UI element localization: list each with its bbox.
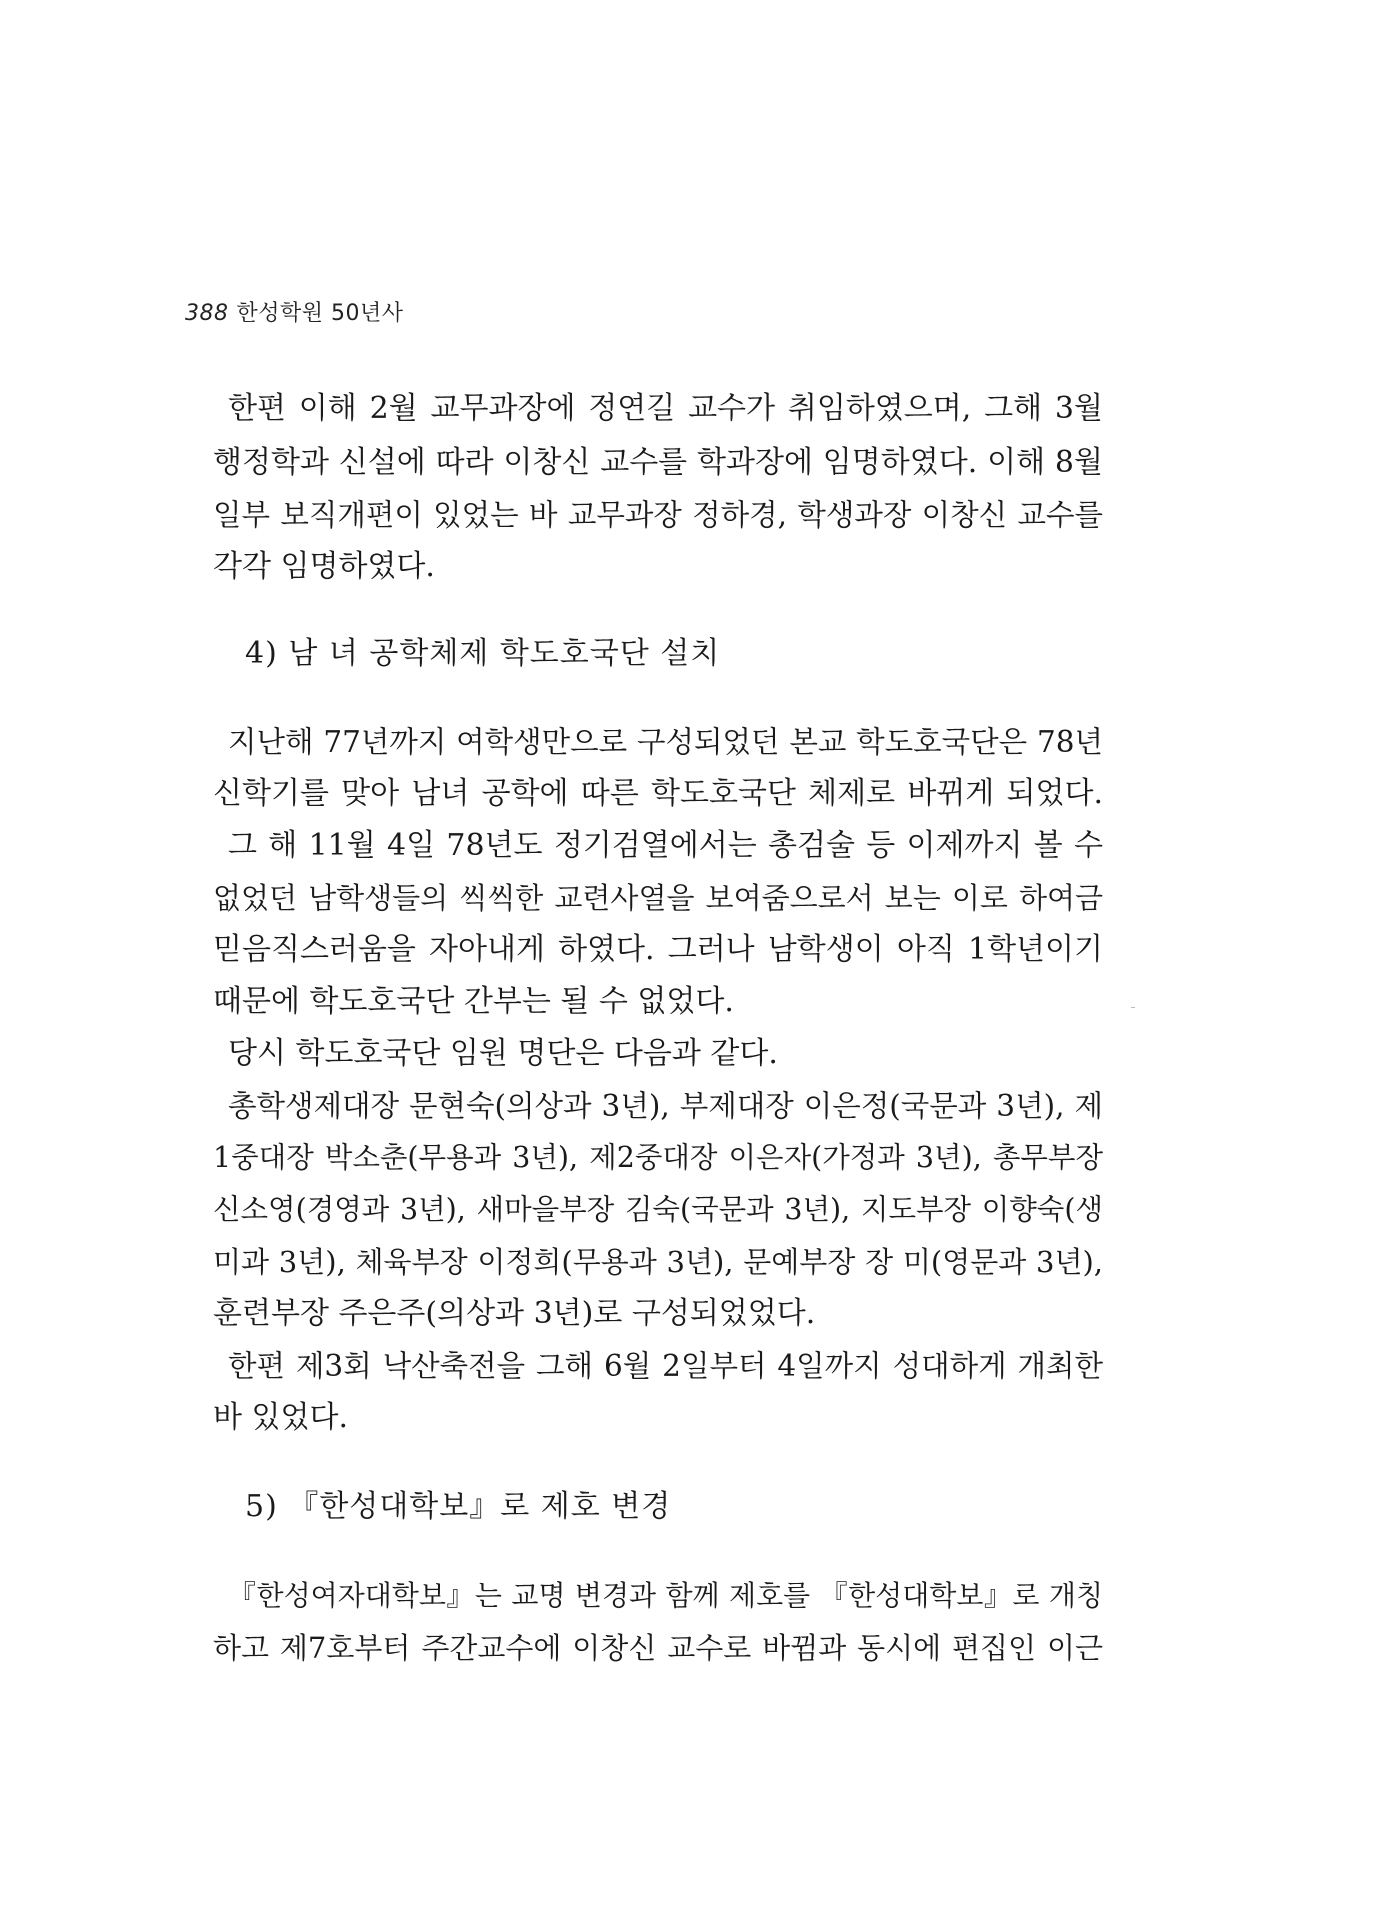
paragraph-line: 한편 이해 2월 교무과장에 정연길 교수가 취임하였으며, 그해 3월 xyxy=(228,391,1103,426)
paragraph-line: 『한성여자대학보』는 교명 변경과 함께 제호를 『한성대학보』로 개칭 xyxy=(228,1579,1103,1612)
paragraph-line: 없었던 남학생들의 씩씩한 교련사열을 보여줌으로서 보는 이로 하여금 xyxy=(213,881,1103,915)
paragraph-line: 1중대장 박소춘(무용과 3년), 제2중대장 이은자(가정과 3년), 총무부장 xyxy=(213,1141,1103,1174)
paragraph-line: 바 있었다. xyxy=(213,1400,348,1435)
paragraph-line: 하고 제7호부터 주간교수에 이창신 교수로 바뀜과 동시에 편집인 이근 xyxy=(213,1631,1103,1665)
paragraph-line: 그 해 11월 4일 78년도 정기검열에서는 총검술 등 이제까지 볼 수 xyxy=(228,828,1103,863)
paragraph-line: 훈련부장 주은주(의상과 3년)로 구성되었었다. xyxy=(213,1296,816,1331)
paragraph-line: 신소영(경영과 3년), 새마을부장 김숙(국문과 3년), 지도부장 이향숙(생 xyxy=(213,1193,1103,1226)
paragraph-line: 행정학과 신설에 따라 이창신 교수를 학과장에 임명하였다. 이해 8월 xyxy=(213,445,1103,480)
paragraph-line: 미과 3년), 체육부장 이정희(무용과 3년), 문예부장 장 미(영문과 3년), xyxy=(213,1245,1103,1279)
paragraph-line: 일부 보직개편이 있었는 바 교무과장 정하경, 학생과장 이창신 교수를 xyxy=(213,498,1103,532)
paragraph-line: 지난해 77년까지 여학생만으로 구성되었던 본교 학도호국단은 78년 xyxy=(228,725,1103,759)
scan-mark xyxy=(1131,1007,1135,1008)
paragraph-line: 믿음직스러움을 자아내게 하였다. 그러나 남학생이 아직 1학년이기 xyxy=(213,932,1103,967)
paragraph-line: 신학기를 맞아 남녀 공학에 따른 학도호국단 체제로 바뀌게 되었다. xyxy=(213,776,1103,811)
paragraph-line: 한편 제3회 낙산축전을 그해 6월 2일부터 4일까지 성대하게 개최한 xyxy=(228,1349,1103,1383)
book-title: 한성학원 50년사 xyxy=(236,301,404,326)
paragraph-line: 총학생제대장 문현숙(의상과 3년), 부제대장 이은정(국문과 3년), 제 xyxy=(228,1089,1103,1123)
paragraph-line: 때문에 학도호국단 간부는 될 수 없었다. xyxy=(213,984,734,1019)
running-header xyxy=(185,296,404,327)
page-number: 388 xyxy=(185,301,229,326)
section-heading-4: 4) 남 녀 공학체제 학도호국단 설치 xyxy=(245,636,721,671)
paragraph-line: 당시 학도호국단 임원 명단은 다음과 같다. xyxy=(228,1036,778,1071)
paragraph-line: 각각 임명하였다. xyxy=(213,549,435,584)
section-heading-5: 5) 『한성대학보』로 제호 변경 xyxy=(245,1489,672,1524)
